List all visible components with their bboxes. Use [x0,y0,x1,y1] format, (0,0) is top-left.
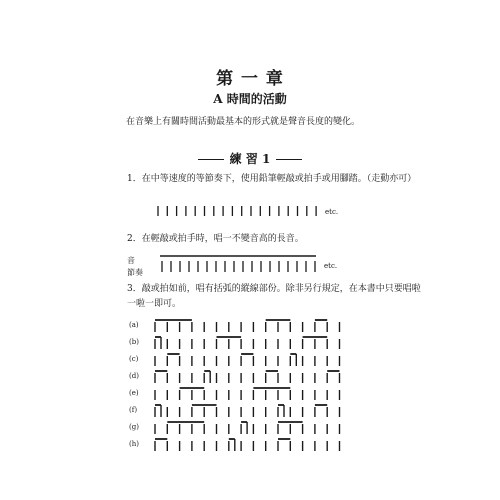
row-label: (g) [129,423,139,431]
section-title: A 時間的活動 [213,92,287,106]
rhythm-row [150,369,350,385]
step-1-text: 1．在中等速度的等節奏下，使用鉛筆輕敲或拍手或用腳踏。（走動亦可） [127,174,417,184]
exercise-heading [0,150,500,167]
step-3-text-line1: 3．敲或拍如前，唱有括弧的縱線部份。除非另行規定，在本書中只要唱啦 [127,284,421,294]
row-label: (f) [129,406,138,414]
row-label: (e) [129,389,139,397]
step-3-text-line2: 一啦一即可。 [127,299,182,309]
step-1-etc: etc. [325,208,339,216]
step-2-etc: etc. [324,262,338,270]
rhythm-row [150,335,350,351]
rhythm-row [150,386,350,402]
row-label: (b) [129,338,139,346]
step-2-text: 2．在輕敲或拍手時，唱一不變音高的長音。 [127,234,304,244]
exercise-title: 練 習 1 [229,152,271,166]
row-label: (a) [129,321,139,329]
row-label: (c) [129,355,139,363]
heading-rule-right [276,159,302,160]
rhythm-row [150,352,350,368]
chapter-title: 第 一 章 [216,69,284,89]
rhythm-row [150,318,350,334]
step-2-label-pitch: 音 [127,256,135,265]
row-label: (d) [129,372,139,380]
intro-paragraph: 在音樂上有關時間活動最基本的形式就是聲音長度的變化。 [126,117,361,127]
step-2-beats [158,254,328,274]
step-2-label-rhythm: 節奏 [127,268,143,277]
heading-rule-left [198,159,224,160]
row-label: (h) [129,440,139,448]
rhythm-row [150,420,350,436]
rhythm-row [150,437,350,453]
step-1-beats [156,204,326,218]
rhythm-row [150,403,350,419]
